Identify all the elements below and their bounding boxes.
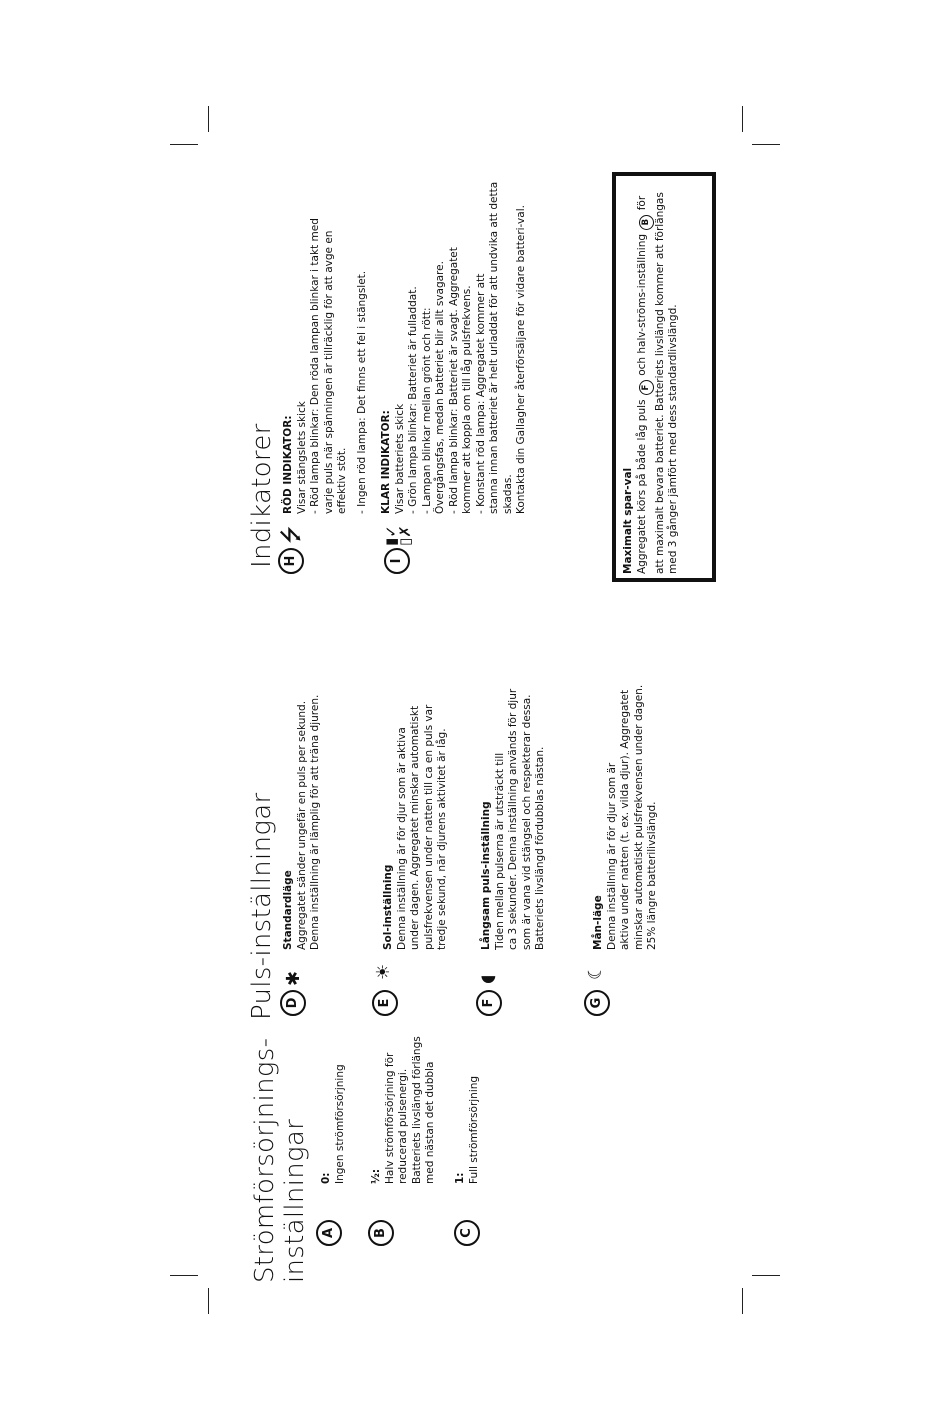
power-setting-a: 0: Ingen strömförsörjning: [320, 1064, 346, 1184]
note-line-1: Aggregatet körs på både låg puls F och halv-ströms-inställning B för: [636, 192, 654, 574]
indicator-letter-i: I: [384, 548, 410, 574]
power-setting-c: 1: Full strömförsörjning: [454, 1075, 480, 1184]
indicator-letter-h: H: [278, 548, 304, 574]
setting-letter-d: D: [280, 990, 306, 1016]
setting-letter-c: C: [454, 1220, 480, 1246]
indicator-ready: KLAR INDIKATOR: Visar batteriets skick - Grön lampa blinkar: Batteriet är fulladdat. - Lampan blinkar mellan grönt och rött: Övergångsfas, medan batteriet blir allt svagare. - Röd lampa blinkar: Batteriet är svagt. Aggregatet kommer att koppla om till låg pulsfrekvens. - Konstant röd lampa: Aggregatet kommer att stanna innan batteriet är helt urladdat för att undvika att detta skadas. Kontakta din Gallagher återförsäljare för vidare batteri-val.: [380, 181, 527, 514]
pulse-setting-f: Långsam puls-inställning Tiden mellan pulserna är utsträckt till ca 3 sekunder. Denna inställning används för djur som är vana vid stängsel och respekterar dessa. Batteriets livslängd fördubblas nästan.: [480, 688, 546, 950]
setting-letter-b: B: [368, 1220, 394, 1246]
pulse-setting-g: Mån-läge Denna inställning är för djur som är aktiva under natten (t. ex. vilda djur). Aggregatet minskar automatiskt pulsfrekvensen under dagen. 25% längre batterilivslängd.: [592, 684, 658, 950]
max-saving-note: Maximalt spar-val Aggregatet körs på både låg puls F och halv-ströms-inställning B för att maximalt bevara batteriet. Batteriets livslängd kommer att förlängas med 3 gånger jämfört med dess standardlivslängd.: [622, 192, 679, 574]
pulse-setting-d: Standardläge Aggregatet sänder ungefär en puls per sekund. Denna inställning är lämplig för att träna djuren.: [282, 694, 321, 950]
setting-letter-g: G: [584, 990, 610, 1016]
power-settings-title: Strömförsörjnings- inställningar: [250, 1037, 310, 1283]
rabbit-icon: ✱: [283, 970, 304, 986]
setting-letter-e: E: [372, 990, 398, 1016]
indicator-red: RÖD INDIKATOR: Visar stängslets skick - Röd lampa blinkar: Den röda lampan blinkar i takt med varje puls när spänningen är tillräcklig för att avge en effektiv stöt. - Ingen röd lampa: Det finns ett fel i stängslet.: [282, 218, 368, 514]
turtle-icon: ◖: [477, 974, 498, 984]
power-setting-b: ½: Halv strömförsörjning för reducerad pulsenergi. Batteriets livslängd förlängs med nästan det dubbla: [370, 1036, 436, 1184]
pulse-settings-title: Puls-inställningar: [247, 792, 277, 1020]
setting-letter-f: F: [476, 990, 502, 1016]
inline-letter-b: B: [639, 215, 654, 230]
lightning-icon: ⭍: [279, 525, 304, 544]
setting-letter-a: A: [316, 1220, 342, 1246]
pulse-setting-e: Sol-inställning Denna inställning är för djur som är aktiva under dagen. Aggregatet minskar automatiskt pulsfrekvensen under natten till ca en puls var tredje sekund, när djurens aktivitet är låg.: [382, 704, 448, 950]
sun-icon: ☀: [373, 963, 394, 980]
battery-icon: ▮✓ ▯✗: [382, 525, 414, 546]
max-saving-note-box: [612, 172, 716, 582]
inline-letter-f: F: [639, 380, 654, 395]
indicators-title: Indikatorer: [247, 423, 277, 568]
moon-icon: ☾: [585, 963, 606, 980]
